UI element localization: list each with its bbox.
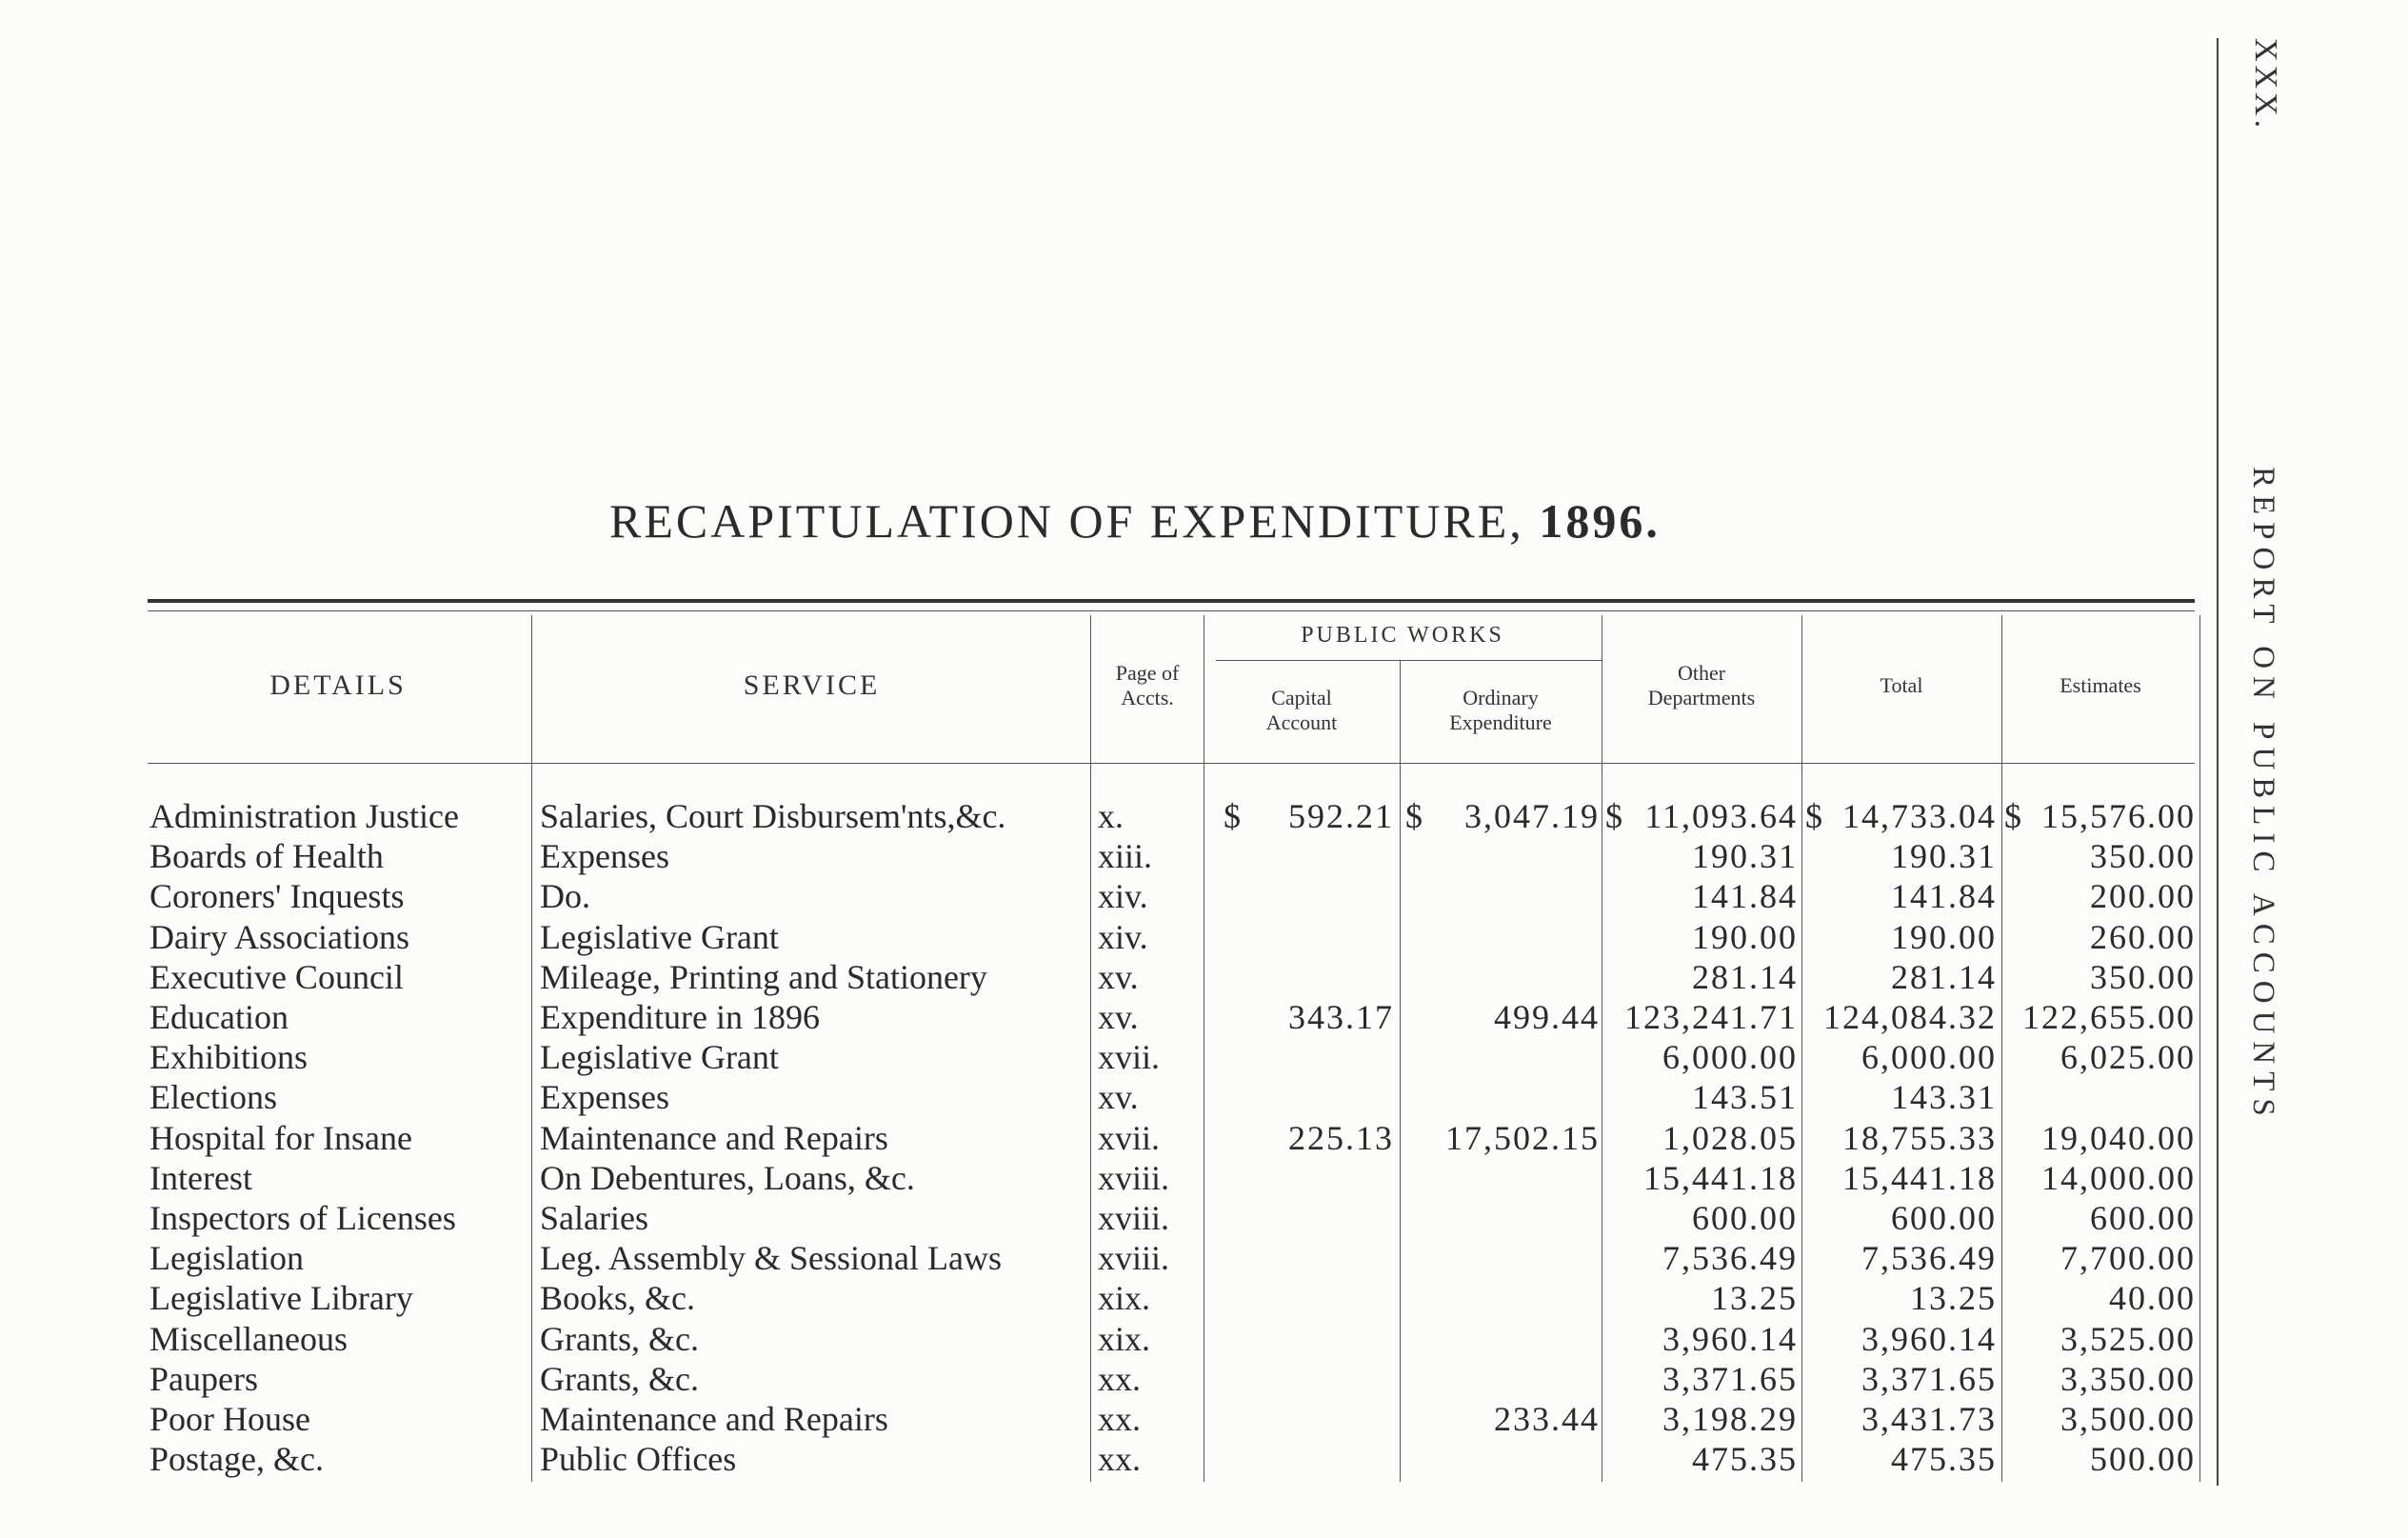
service-cell: Legislative Grant	[540, 917, 779, 956]
service-cell: Maintenance and Repairs	[540, 1118, 888, 1157]
table-row	[0, 997, 2408, 1037]
ordinary-expenditure-cell: 233.44	[1494, 1400, 1600, 1438]
total-cell: 600.00	[1891, 1199, 1997, 1237]
other-departments-cell: 190.31	[1692, 837, 1798, 876]
estimates-cell: 40.00	[2109, 1279, 2196, 1318]
total-cell: 124,084.32	[1823, 998, 1997, 1036]
details-cell: Executive Council	[149, 957, 404, 996]
total-cell: 18,755.33	[1842, 1118, 1997, 1157]
header-capital-line1: Capital	[1271, 686, 1332, 709]
other-departments-cell: 123,241.71	[1624, 998, 1798, 1036]
service-cell: Expenses	[540, 1078, 669, 1117]
service-cell: On Debentures, Loans, &c.	[540, 1158, 915, 1197]
page-ref-cell: xv.	[1098, 1078, 1139, 1117]
total-cell: 3,371.65	[1861, 1359, 1997, 1398]
title-main: RECAPITULATION OF EXPENDITURE,	[609, 494, 1524, 548]
service-cell: Mileage, Printing and Stationery	[540, 957, 987, 996]
table-row	[0, 957, 2408, 997]
table-row	[0, 796, 2408, 836]
table-row	[0, 1238, 2408, 1278]
page-ref-cell: xiv.	[1098, 877, 1148, 916]
other-departments-cell: 281.14	[1692, 957, 1798, 996]
details-cell: Postage, &c.	[149, 1440, 324, 1479]
details-cell: Dairy Associations	[149, 917, 409, 956]
header-other-line1: Other	[1677, 661, 1726, 685]
estimates-cell: 122,655.00	[2022, 998, 2196, 1036]
total-cell: 6,000.00	[1861, 1038, 1997, 1077]
table-row	[0, 917, 2408, 957]
table-row	[0, 1319, 2408, 1359]
estimates-cell: 350.00	[2090, 957, 2196, 996]
other-departments-cell: 190.00	[1692, 917, 1798, 956]
other-departments-cell: 11,093.64	[1644, 797, 1798, 835]
service-cell: Books, &c.	[540, 1279, 696, 1318]
page-ref-cell: xix.	[1098, 1279, 1151, 1318]
dollar-sign: $	[1224, 797, 1241, 835]
page-ref-cell: xx.	[1098, 1359, 1141, 1398]
table-top-rule-thick	[148, 599, 2195, 603]
page-ref-cell: xviii.	[1098, 1199, 1170, 1237]
header-ordinary-line2: Expenditure	[1449, 710, 1552, 734]
total-cell: 141.84	[1891, 877, 1997, 916]
service-cell: Salaries, Court Disbursem'nts,&c.	[540, 797, 1006, 835]
estimates-cell: 350.00	[2090, 837, 2196, 876]
page-ref-cell: x.	[1098, 797, 1124, 835]
page-title	[609, 493, 1885, 549]
service-cell: Do.	[540, 877, 590, 916]
other-departments-cell: 13.25	[1711, 1279, 1798, 1318]
other-departments-cell: 475.35	[1692, 1440, 1798, 1479]
dollar-sign: $	[1405, 797, 1423, 835]
header-ordinary-line1: Ordinary	[1463, 686, 1539, 709]
estimates-cell: 15,576.00	[2041, 797, 2196, 835]
header-public-works: PUBLIC WORKS	[1301, 623, 1504, 648]
total-cell: 143.31	[1891, 1078, 1997, 1117]
total-cell: 190.00	[1891, 917, 1997, 956]
details-cell: Inspectors of Licenses	[149, 1199, 456, 1237]
table-row	[0, 1359, 2408, 1399]
service-cell: Public Offices	[540, 1440, 737, 1479]
page-ref-cell: xvii.	[1098, 1118, 1161, 1157]
header-page-line1: Page of	[1115, 661, 1180, 685]
table-top-rule-thin	[148, 610, 2195, 611]
details-cell: Coroners' Inquests	[149, 877, 405, 916]
total-cell: 15,441.18	[1842, 1158, 1997, 1197]
total-cell: 281.14	[1891, 957, 1997, 996]
page-ref-cell: xv.	[1098, 957, 1139, 996]
estimates-cell: 200.00	[2090, 877, 2196, 916]
estimates-cell: 19,040.00	[2041, 1118, 2196, 1157]
total-cell: 190.31	[1891, 837, 1997, 876]
page-ref-cell: xviii.	[1098, 1158, 1170, 1197]
table-row	[0, 1118, 2408, 1158]
capital-account-cell: 592.21	[1288, 797, 1394, 835]
details-cell: Education	[149, 998, 289, 1036]
estimates-cell: 14,000.00	[2041, 1158, 2196, 1197]
capital-account-cell: 225.13	[1288, 1118, 1394, 1157]
running-head: REPORT ON PUBLIC ACCOUNTS	[2246, 467, 2280, 1124]
total-cell: 13.25	[1910, 1279, 1997, 1318]
ordinary-expenditure-cell: 499.44	[1494, 998, 1600, 1036]
page-ref-cell: xx.	[1098, 1400, 1141, 1438]
header-page	[1091, 661, 1204, 710]
total-cell: 7,536.49	[1861, 1239, 1997, 1278]
header-page-line2: Accts.	[1121, 686, 1174, 709]
table-row	[0, 1037, 2408, 1077]
other-departments-cell: 600.00	[1692, 1199, 1798, 1237]
service-cell: Salaries	[540, 1199, 648, 1237]
details-cell: Legislative Library	[149, 1279, 413, 1318]
page-ref-cell: xv.	[1098, 998, 1139, 1036]
page-number: XXX.	[2248, 38, 2283, 132]
estimates-cell: 3,350.00	[2060, 1359, 2196, 1398]
service-cell: Leg. Assembly & Sessional Laws	[540, 1239, 1002, 1278]
header-total: Total	[1880, 673, 1923, 697]
other-departments-cell: 3,960.14	[1662, 1319, 1798, 1358]
header-ordinary	[1400, 686, 1602, 735]
details-cell: Hospital for Insane	[149, 1118, 412, 1157]
dollar-sign: $	[1605, 797, 1622, 835]
page-ref-cell: xviii.	[1098, 1239, 1170, 1278]
details-cell: Paupers	[149, 1359, 258, 1398]
ordinary-expenditure-cell: 17,502.15	[1445, 1118, 1600, 1157]
page-ref-cell: xvii.	[1098, 1038, 1161, 1077]
estimates-cell: 500.00	[2090, 1440, 2196, 1479]
header-capital	[1204, 686, 1400, 735]
table-row	[0, 1198, 2408, 1238]
total-cell: 14,733.04	[1842, 797, 1997, 835]
table-row	[0, 1278, 2408, 1318]
page-ref-cell: xiv.	[1098, 917, 1148, 956]
estimates-cell: 260.00	[2090, 917, 2196, 956]
header-bottom-rule	[148, 763, 2195, 764]
other-departments-cell: 3,198.29	[1662, 1400, 1798, 1438]
table-row	[0, 1399, 2408, 1439]
other-departments-cell: 6,000.00	[1662, 1038, 1798, 1077]
details-cell: Miscellaneous	[149, 1319, 348, 1358]
service-cell: Expenditure in 1896	[540, 998, 820, 1036]
estimates-cell: 3,525.00	[2060, 1319, 2196, 1358]
service-cell: Grants, &c.	[540, 1359, 699, 1398]
ordinary-expenditure-cell: 3,047.19	[1464, 797, 1600, 835]
details-cell: Poor House	[149, 1400, 310, 1438]
header-service: SERVICE	[743, 669, 881, 701]
estimates-cell: 7,700.00	[2060, 1239, 2196, 1278]
header-other-line2: Departments	[1647, 686, 1756, 709]
page-ref-cell: xix.	[1098, 1319, 1151, 1358]
table-row	[0, 1077, 2408, 1117]
other-departments-cell: 15,441.18	[1643, 1158, 1798, 1197]
details-cell: Exhibitions	[149, 1038, 308, 1077]
estimates-cell: 600.00	[2090, 1199, 2196, 1237]
total-cell: 475.35	[1891, 1440, 1997, 1479]
header-estimates: Estimates	[2060, 673, 2141, 697]
service-cell: Maintenance and Repairs	[540, 1400, 888, 1438]
details-cell: Legislation	[149, 1239, 304, 1278]
other-departments-cell: 141.84	[1692, 877, 1798, 916]
title-year: 1896.	[1539, 494, 1661, 548]
details-cell: Elections	[149, 1078, 277, 1117]
service-cell: Expenses	[540, 837, 669, 876]
table-row	[0, 836, 2408, 876]
other-departments-cell: 143.51	[1692, 1078, 1798, 1117]
details-cell: Administration Justice	[149, 797, 459, 835]
page-ref-cell: xx.	[1098, 1440, 1141, 1479]
header-capital-line2: Account	[1265, 710, 1338, 734]
other-departments-cell: 1,028.05	[1662, 1118, 1798, 1157]
estimates-cell: 6,025.00	[2060, 1038, 2196, 1077]
other-departments-cell: 7,536.49	[1662, 1239, 1798, 1278]
page-ref-cell: xiii.	[1098, 837, 1153, 876]
header-details: DETAILS	[269, 669, 407, 701]
table-row	[0, 1439, 2408, 1479]
table-row	[0, 876, 2408, 916]
public-works-rule	[1216, 660, 1602, 661]
estimates-cell: 3,500.00	[2060, 1400, 2196, 1438]
service-cell: Legislative Grant	[540, 1038, 779, 1077]
table-row	[0, 1158, 2408, 1198]
details-cell: Interest	[149, 1158, 252, 1197]
dollar-sign: $	[2004, 797, 2021, 835]
capital-account-cell: 343.17	[1288, 998, 1394, 1036]
total-cell: 3,960.14	[1861, 1319, 1997, 1358]
details-cell: Boards of Health	[149, 837, 384, 876]
other-departments-cell: 3,371.65	[1662, 1359, 1798, 1398]
dollar-sign: $	[1805, 797, 1822, 835]
header-other-departments	[1602, 661, 1801, 710]
service-cell: Grants, &c.	[540, 1319, 699, 1358]
total-cell: 3,431.73	[1861, 1400, 1997, 1438]
